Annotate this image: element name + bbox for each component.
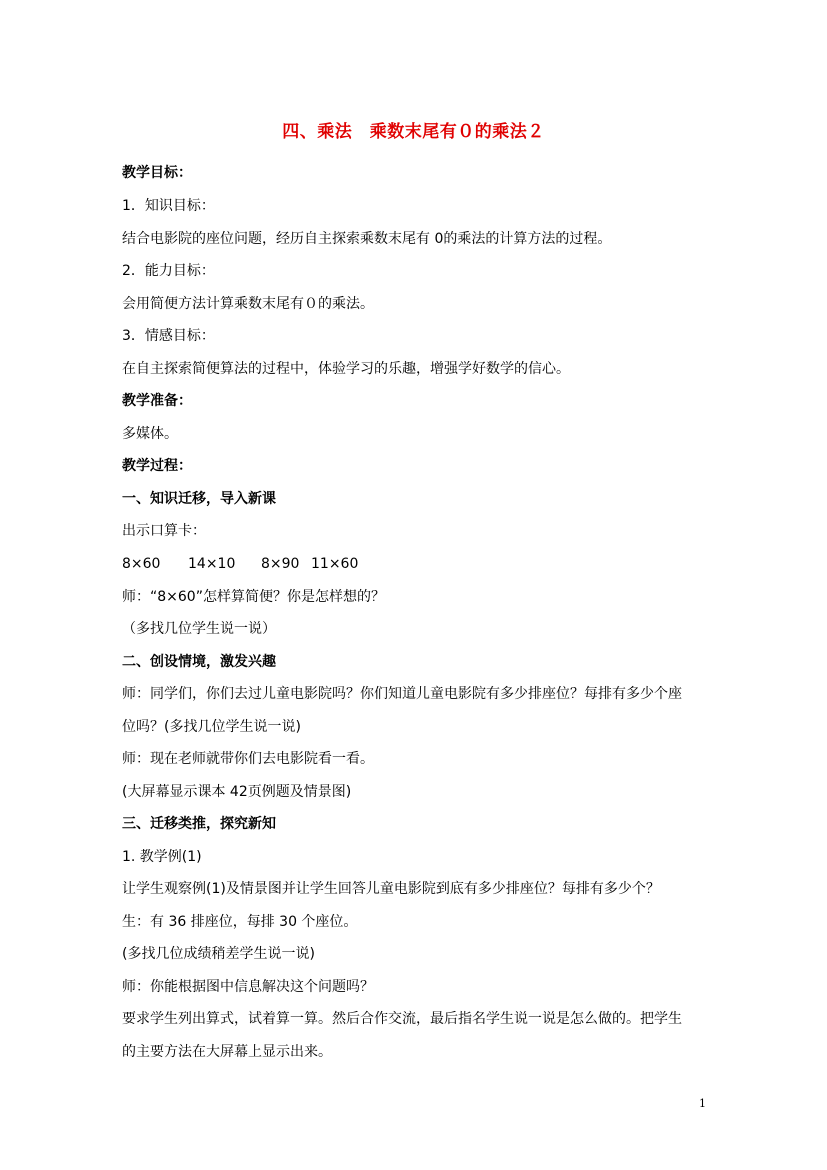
teacher-question-cinema: 师：同学们，你们去过儿童电影院吗？你们知道儿童电影院有多少排座位？每排有多少个座 [122, 686, 682, 702]
example-label: 1. 教学例(1) [122, 849, 202, 865]
requirement-text-cont: 的主要方法在大屏幕上显示出来。 [122, 1044, 332, 1060]
teacher-question-solve: 师：你能根据图中信息解决这个问题吗？ [122, 979, 374, 995]
oral-card-label: 出示口算卡： [122, 523, 206, 539]
emotion-goal-text: 在自主探索简便算法的过程中，体验学习的乐趣，增强学好数学的信心。 [122, 361, 570, 377]
note-discussion: （多找几位学生说一说） [122, 621, 276, 637]
section-heading-1: 一、知识迁移，导入新课 [122, 491, 276, 507]
calc-item: 8×90 [261, 556, 300, 572]
note-weaker-students: (多找几位成绩稍差学生说一说) [122, 946, 315, 962]
teacher-question-cinema-cont: 位吗？(多找几位学生说一说) [122, 719, 301, 735]
ability-goal-text: 会用简便方法计算乘数末尾有０的乘法。 [122, 296, 374, 312]
heading-teaching-goals: 教学目标： [122, 165, 192, 181]
section-heading-3: 三、迁移类推，探究新知 [122, 816, 276, 832]
section-heading-2: 二、创设情境，激发兴趣 [122, 654, 276, 670]
calc-item: 14×10 [188, 556, 236, 572]
knowledge-goal-label: 1．知识目标： [122, 198, 215, 214]
requirement-text: 要求学生列出算式，试着算一算。然后合作交流，最后指名学生说一说是怎么做的。把学生 [122, 1011, 682, 1027]
teacher-statement: 师：现在老师就带你们去电影院看一看。 [122, 751, 374, 767]
preparation-text: 多媒体。 [122, 426, 178, 442]
heading-preparation: 教学准备： [122, 393, 192, 409]
emotion-goal-label: 3．情感目标： [122, 328, 215, 344]
ability-goal-label: 2．能力目标： [122, 263, 215, 279]
heading-process: 教学过程： [122, 458, 192, 474]
page-title: 四、乘法 乘数末尾有０的乘法２ [282, 122, 545, 142]
screen-note: (大屏幕显示课本 42页例题及情景图) [122, 784, 352, 800]
observe-instruction: 让学生观察例(1)及情景图并让学生回答儿童电影院到底有多少排座位？每排有多少个？ [122, 881, 660, 897]
calc-item: 11×60 [311, 556, 359, 572]
student-answer: 生：有 36 排座位，每排 30 个座位。 [122, 914, 358, 930]
page-number: 1 [699, 1097, 706, 1110]
oral-calculation-row [122, 554, 358, 574]
knowledge-goal-text: 结合电影院的座位问题，经历自主探索乘数末尾有 0的乘法的计算方法的过程。 [122, 231, 612, 247]
teacher-question: 师：“8×60”怎样算简便？你是怎样想的？ [122, 589, 385, 605]
calc-item: 8×60 [122, 556, 161, 572]
